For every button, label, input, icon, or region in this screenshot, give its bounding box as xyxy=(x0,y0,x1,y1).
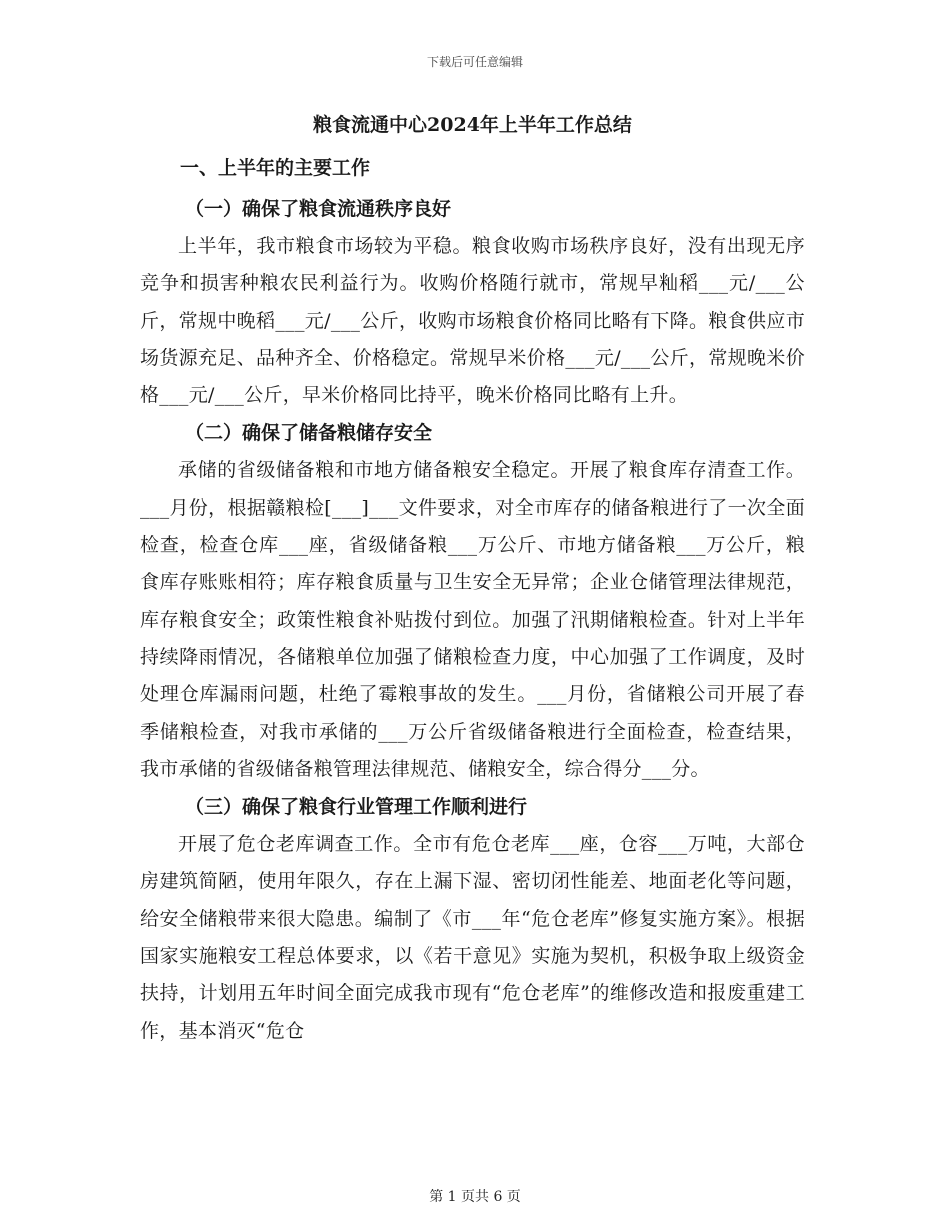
page-footer-number: 第 1 页共 6 页 xyxy=(429,1189,521,1205)
subsection-heading-reserve-storage: （二）确保了储备粮储存安全 xyxy=(185,422,433,445)
subsection-heading-industry-management: （三）确保了粮食行业管理工作顺利进行 xyxy=(185,796,528,819)
paragraph-reserve-storage: 承储的省级储备粮和市地方储备粮安全稳定。开展了粮食库存清查工作。___月份，根据赣粮检[___]___文件要求，对全市库存的储备粮进行了一次全面检查，检查仓库___座，省级储备粮___万公斤、市地方储备粮___万公斤，粮食库存账账相符；库存粮食质量与卫生安全无异常；企业仓储管理法律规范，库存粮食安全；政策性粮食补贴拨付到位。加强了汛期储粮检查。针对上半年持续降雨情况，各储粮单位加强了储粮检查力度，中心加强了工作调度，及时处理仓库漏雨问题，杜绝了霉粮事故的发生。___月份，省储粮公司开展了春季储粮检查，对我市承储的___万公斤省级储备粮进行全面检查，检查结果，我市承储的省级储备粮管理法律规范、储粮安全，综合得分___分。 xyxy=(140,459,805,780)
document-title: 粮食流通中心2024年上半年工作总结 xyxy=(313,114,632,136)
section-heading-main-work: 一、上半年的主要工作 xyxy=(180,157,371,179)
subsection-heading-circulation: （一）确保了粮食流通秩序良好 xyxy=(185,198,452,220)
paragraph-industry-management: 开展了危仓老库调查工作。全市有危仓老库___座，仓容___万吨，大部仓房建筑简陋，使用年限久，存在上漏下湿、密切闭性能差、地面老化等问题，给安全储粮带来很大隐患。编制了《市___年“危仓老库”修复实施方案》。根据国家实施粮安工程总体要求，以《若干意见》实施为契机，积极争取上级资金扶持，计划用五年时间全面完成我市现有“危仓老库”的维修改造和报废重建工作，基本消灭“危仓 xyxy=(140,833,805,1042)
paragraph-circulation: 上半年，我市粮食市场较为平稳。粮食收购市场秩序良好，没有出现无序竞争和损害种粮农民利益行为。收购价格随行就市，常规早籼稻___元/___公斤，常规中晚稻___元/___公斤，收购市场粮食价格同比略有下降。粮食供应市场货源充足、品种齐全、价格稳定。常规早米价格___元/___公斤，常规晚米价格___元/___公斤，早米价格同比持平，晚米价格同比略有上升。 xyxy=(140,235,805,407)
page-header-note: 下载后可任意编辑 xyxy=(426,55,523,69)
document-body xyxy=(140,110,805,1050)
